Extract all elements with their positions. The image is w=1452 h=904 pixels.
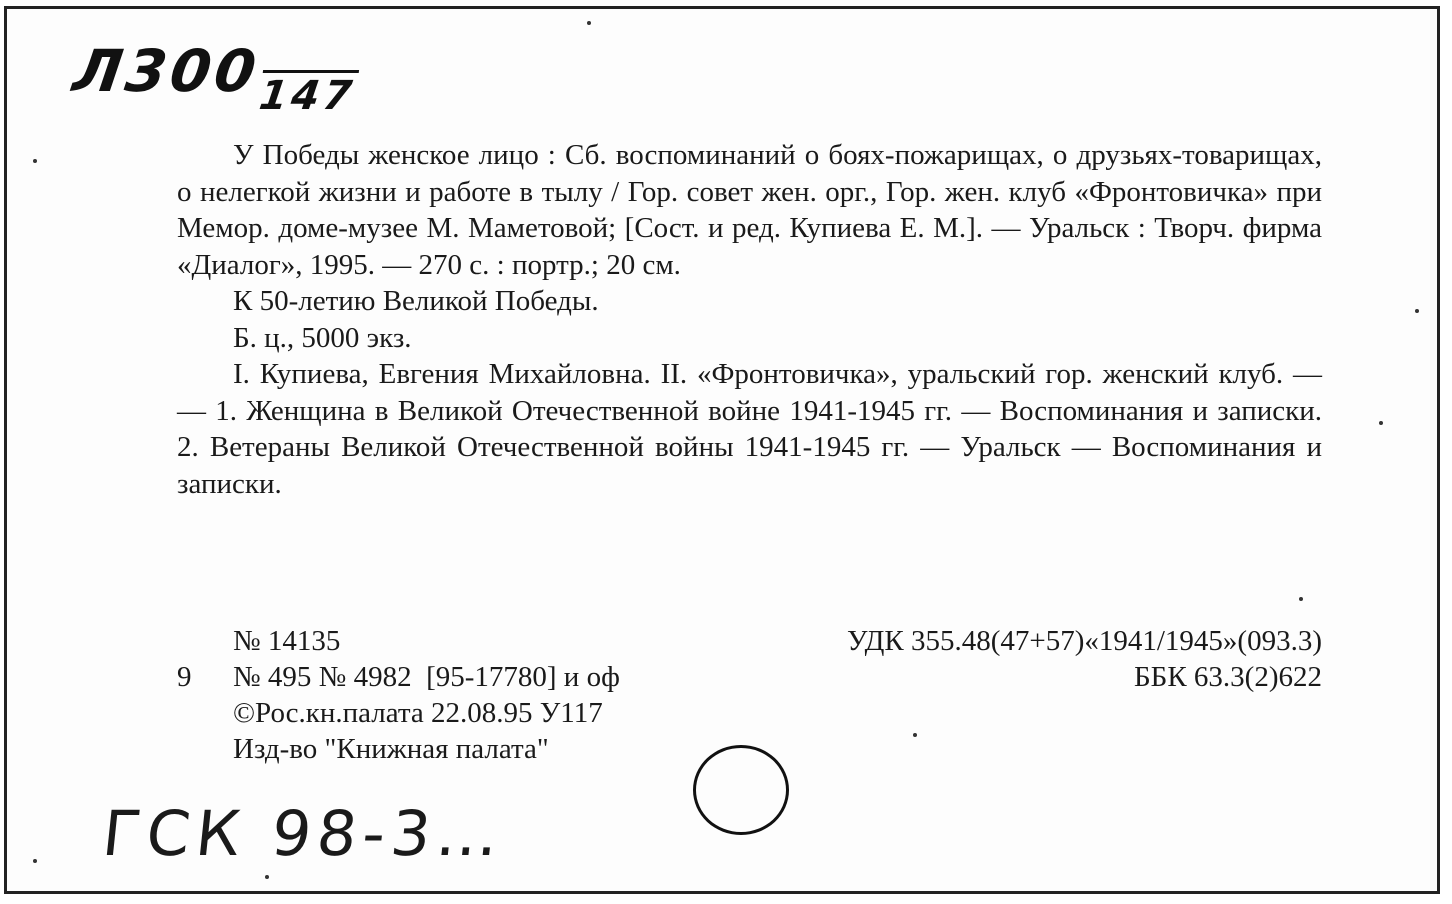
price-run-paragraph: Б. ц., 5000 экз.: [233, 321, 412, 354]
speck: [33, 859, 37, 863]
copyright-line: ©Рос.кн.палата 22.08.95 У117: [233, 697, 603, 729]
description-paragraph: У Победы женское лицо : Сб. воспоминаний о боях-пожарищах, о друзьях-товарищах, о нелегкой жизни и работе в тылу / Гор. совет жен. орг., Гор. жен. клуб «Фронтовичка» при Мемор. доме-музее М. Маметовой; [Сост. и ред. Купиева Е. М.]. — Уральск : Творч. фирма «Диалог», 1995. — 270 с. : портр.; 20 см.: [177, 139, 1322, 281]
call-number-sub: 147: [256, 70, 358, 119]
note-paragraph: К 50-летию Великой Победы.: [233, 285, 599, 317]
tracings-paragraph: I. Купиева, Евгения Михайловна. II. «Фронтовичка», уральский гор. женский клуб. — — 1. Женщина в Великой Отечественной войне 1941-1945 гг. — Воспоминания и записки. 2. Ветераны Великой Отечественной войны 1941-1945 гг. — Уральск — Воспоминания и записки.: [177, 358, 1322, 500]
punch-hole-circle: [693, 745, 789, 835]
speck: [1379, 421, 1383, 425]
speck: [587, 21, 591, 25]
line-prefix: 9: [177, 661, 192, 693]
speck: [265, 875, 269, 879]
speck: [913, 733, 917, 737]
bibliographic-entry: [177, 137, 1322, 502]
registration-numbers: № 495 № 4982 [95-17780] и оф: [233, 661, 620, 693]
bbk-code: ББК 63.3(2)622: [1134, 661, 1322, 693]
call-number: [67, 37, 363, 119]
metadata-row-1: [177, 623, 1322, 659]
udc-code: УДК 355.48(47+57)«1941/1945»(093.3): [846, 625, 1322, 657]
speck: [1415, 309, 1419, 313]
record-number: № 14135: [233, 625, 341, 657]
handwritten-inventory-mark: ГСК 98-3…: [99, 797, 509, 870]
catalog-card: [4, 6, 1440, 894]
call-number-main: Л300: [69, 37, 265, 105]
speck: [33, 159, 37, 163]
metadata-row-2: [177, 659, 1322, 695]
metadata-row-3: [177, 695, 1322, 731]
publisher-line: Изд-во "Книжная палата": [233, 733, 549, 765]
speck: [1299, 597, 1303, 601]
